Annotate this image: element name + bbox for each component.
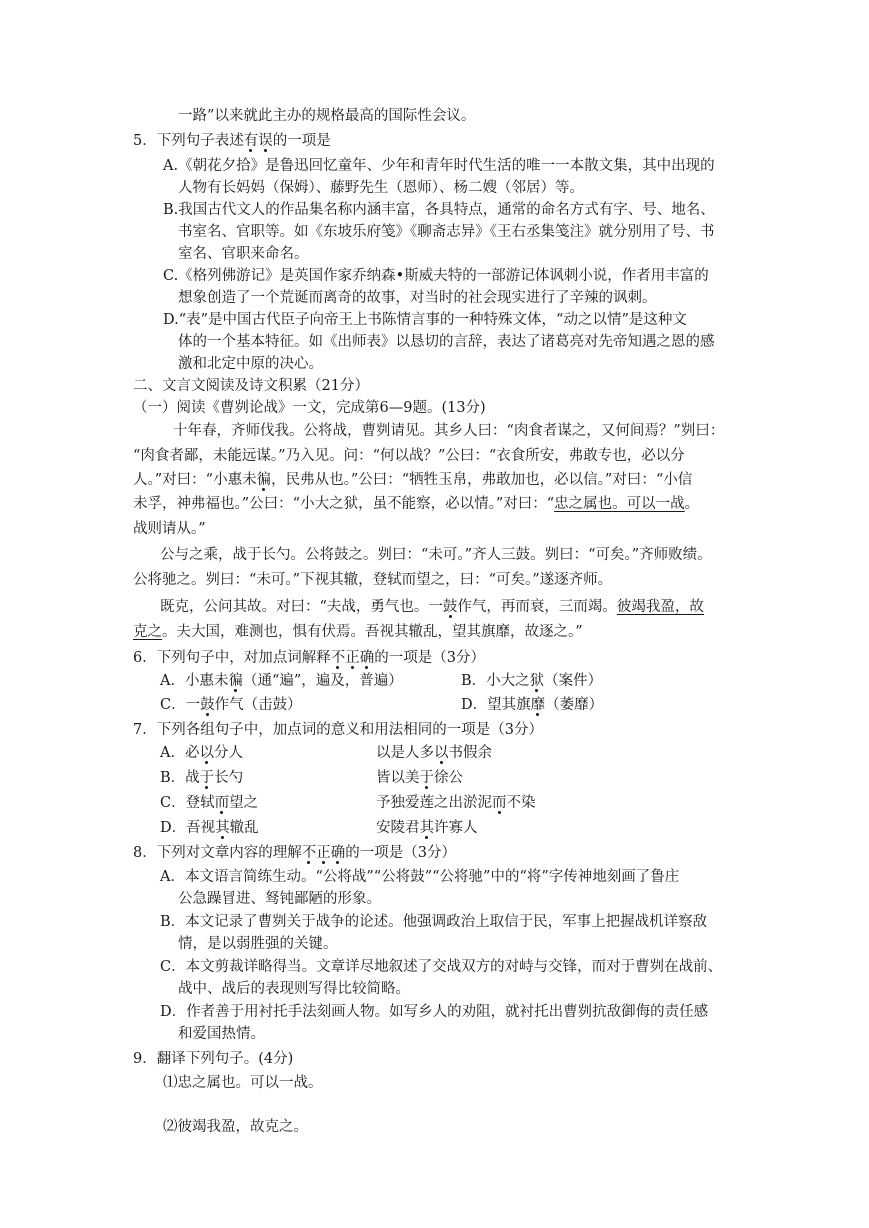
text-segment: 以是人多 [376, 745, 434, 761]
text-segment: 予独爱莲之出淤泥 [376, 795, 492, 811]
text-segment: 未孚，神弗福也。”公曰：“小大之狱，虽不能察，必以情。”对曰：“ [133, 496, 555, 512]
text-segment: 书假余 [448, 745, 492, 761]
text-line [163, 266, 709, 286]
text-line [160, 912, 707, 932]
emphasis-dot-char: 徧 [228, 673, 243, 689]
emphasis-dot-char: 以 [199, 745, 214, 761]
text-line [160, 957, 722, 977]
text-segment: B．本文记录了曹刿关于战争的论述。他强调政治上取信于民，军事上把握战机详察敌 [160, 914, 708, 930]
text-segment: （萎靡） [545, 697, 604, 713]
text-segment: 人物有长妈妈（保姆）、藤野先生（恩师）、杨二嫂（邻居）等。 [178, 180, 584, 196]
text-segment: A.《朝花夕拾》是鲁迅回忆童年、少年和青年时代生活的唯一一本散文集，其中出现的 [163, 158, 715, 174]
text-segment: B．战 [160, 770, 200, 786]
text-segment: D．望其旗 [461, 697, 531, 713]
text-line [133, 720, 543, 740]
text-line [133, 376, 369, 396]
text-line [178, 889, 381, 909]
underlined-text: 忠之属也。可以一战 [554, 496, 685, 512]
text-line [133, 446, 685, 466]
text-segment: 7．下列各组句子中，加点词的意义和用法相同的一项是（3分） [133, 722, 543, 738]
emphasis-dot-char: 不 [330, 650, 346, 666]
text-segment: 作气，再而衰，三而竭。 [457, 599, 617, 615]
text-segment: 6．下列句子中，对加点词解释 [133, 650, 331, 666]
emphasis-dot-char: 不 [301, 845, 317, 861]
text-segment: C.《格列佛游记》是英国作家乔纳森•斯威夫特的一部游记体讽刺小说，作者用丰富的 [163, 268, 709, 284]
text-line [133, 519, 206, 539]
text-line [163, 200, 715, 220]
text-segment: 望之 [229, 795, 259, 811]
text-line [160, 818, 259, 838]
text-segment: 公将驰之。刿曰：“未可。”下视其辙，登轼而望之，曰：“可矣。”遂逐齐师。 [133, 572, 613, 588]
text-line [178, 354, 323, 374]
text-line [133, 622, 583, 642]
emphasis-dot-char: 于 [199, 770, 215, 786]
emphasis-dot-char: 正 [345, 650, 360, 666]
text-segment: 和爱国热情。 [178, 1026, 265, 1042]
text-segment: 。夫大国，难测也，惧有伏焉。吾视其辙乱，望其旗靡，故逐之。” [162, 624, 583, 640]
text-segment: （通“遍”，遍及，普遍） [242, 673, 403, 689]
text-line [133, 494, 699, 514]
text-segment: 作气（击鼓） [214, 697, 302, 713]
text-segment: 8．下列对文章内容的理解 [133, 845, 302, 861]
text-segment: 不染 [506, 795, 536, 811]
text-segment: A．本文语言简练生动。“公将战”“公将鼓”“公将驰”中的“将”字传神地刻画了鲁庄 [160, 869, 680, 885]
text-line [178, 106, 475, 126]
text-line [376, 768, 463, 788]
text-segment: 战中、战后的表现则写得比较简略。 [178, 981, 410, 997]
text-segment: 公急躁冒进、驽钝鄙陋的形象。 [178, 891, 381, 907]
text-segment: A．小惠未 [160, 673, 229, 689]
text-segment: 安陵君 [376, 820, 420, 836]
emphasis-dot-char: 靡 [530, 697, 546, 713]
text-line [160, 867, 679, 887]
text-line [133, 843, 456, 863]
text-line [160, 695, 302, 715]
text-segment: “肉食者鄙，未能远谋。”乃入见。问：“何以战？”公曰：“衣食所安，弗敢专也，必以分 [133, 448, 685, 464]
text-segment: 的一项是（3分） [345, 845, 456, 861]
text-line [160, 768, 243, 788]
text-line [376, 743, 492, 763]
text-segment: 二、文言文阅读及诗文积累（21分） [133, 378, 369, 394]
underlined-text: 彼竭我盈，故 [616, 599, 704, 615]
text-segment: C．登轼 [160, 795, 215, 811]
text-line [178, 222, 715, 242]
text-segment: 体的一个基本特征。如《出师表》以恳切的言辞，表达了诸葛亮对先帝知遇之恩的感 [178, 334, 715, 350]
text-line [160, 743, 243, 763]
text-segment: 既克，公问其故。对曰：“夫战，勇气也。一 [160, 599, 443, 615]
text-line [461, 671, 602, 691]
text-line [133, 398, 486, 418]
text-segment: 皆以美 [376, 770, 420, 786]
text-segment: 激和北定中原的决心。 [178, 356, 323, 372]
emphasis-dot-char: 确 [359, 650, 375, 666]
emphasis-dot-char: 鼓 [200, 697, 215, 713]
text-segment: D．作者善于用衬托手法刻画人物。如写乡人的劝阻，就衬托出曹刿抗敌御侮的责任感 [160, 1004, 709, 1020]
emphasis-dot-char: 其 [419, 820, 434, 836]
text-segment: 的一项是 [272, 133, 331, 149]
text-segment: 。 [684, 496, 700, 512]
text-segment: 一路”以来就此主办的规格最高的国际性会议。 [178, 108, 476, 124]
text-line [160, 1002, 708, 1022]
emphasis-dot-char: 确 [330, 845, 346, 861]
text-segment: 想象创造了一个荒诞而离奇的故事，对当时的社会现实进行了辛辣的讽刺。 [178, 290, 657, 306]
text-line [160, 793, 258, 813]
text-segment: C．本文剪裁详略得当。文章详尽地叙述了交战双方的对峙与交锋，而对于曹刿在战前、 [160, 959, 723, 975]
text-segment: D．吾视 [160, 820, 216, 836]
text-line [178, 934, 338, 954]
text-line [173, 421, 724, 441]
text-line [133, 648, 485, 668]
text-segment: （案件） [544, 673, 603, 689]
text-segment: 许寡人 [434, 820, 478, 836]
text-line [160, 545, 712, 565]
text-segment: 公与之乘，战于长勺。公将鼓之。刿曰：“未可。”齐人三鼓。刿曰：“可矣。”齐师败绩。 [160, 547, 712, 563]
text-segment: B．小大之 [461, 673, 530, 689]
text-segment: 十年春，齐师伐我。公将战，曹刿请见。其乡人曰：“肉食者谋之，又何间焉？”刿曰： [173, 423, 725, 439]
text-segment: 辙乱 [229, 820, 259, 836]
text-line [160, 671, 403, 691]
text-line [178, 288, 657, 308]
text-line [163, 1117, 308, 1137]
text-line [178, 1024, 265, 1044]
text-segment: 战则请从。” [133, 521, 206, 537]
underlined-text: 克之 [133, 624, 162, 640]
text-line [178, 979, 410, 999]
emphasis-dot-char: 误 [258, 133, 273, 149]
text-segment: 徐公 [434, 770, 463, 786]
emphasis-dot-char: 而 [214, 795, 230, 811]
text-line [376, 818, 478, 838]
text-segment: 人。”对曰：“小惠未 [133, 472, 257, 488]
text-segment: ⑵彼竭我盈，故克之。 [163, 1119, 308, 1135]
text-line [461, 695, 603, 715]
text-line [178, 244, 309, 264]
text-segment: ⑴忠之属也。可以一战。 [163, 1075, 323, 1091]
text-line [163, 310, 687, 330]
text-line [376, 793, 536, 813]
emphasis-dot-char: 于 [419, 770, 434, 786]
text-segment: A．必 [160, 745, 200, 761]
text-line [133, 1049, 293, 1069]
text-line [178, 332, 715, 352]
text-line [133, 570, 612, 590]
text-segment: 书室名、官职等。如《东坡乐府笺》《聊斋志异》《王右丞集笺注》就分别用了号、书 [178, 224, 715, 240]
emphasis-dot-char: 鼓 [442, 599, 458, 615]
text-line [178, 178, 584, 198]
emphasis-dot-char: 狱 [529, 673, 545, 689]
text-segment: ，民弗从也。”公曰：“牺牲玉帛，弗敢加也，必以信。”对曰：“小信 [271, 472, 693, 488]
text-segment: B.我国古代文人的作品集名称内涵丰富，各具特点，通常的命名方式有字、号、地名、 [163, 202, 715, 218]
emphasis-dot-char: 正 [316, 845, 331, 861]
text-line [163, 156, 715, 176]
emphasis-dot-char: 徧 [256, 472, 272, 488]
emphasis-dot-char: 以 [434, 745, 449, 761]
text-segment: 分人 [213, 745, 243, 761]
text-line [133, 131, 331, 151]
emphasis-dot-char: 其 [215, 820, 230, 836]
text-line [163, 1073, 323, 1093]
text-segment: 9．翻译下列句子。(4分) [133, 1051, 294, 1067]
text-segment: （一）阅读《曹刿论战》一文，完成第6—9题。(13分) [133, 400, 486, 416]
text-segment: 的一项是（3分） [374, 650, 485, 666]
text-line [160, 597, 704, 617]
text-segment: C．一 [160, 697, 201, 713]
text-segment: D.“表”是中国古代臣子向帝王上书陈情言事的一种特殊文体，“动之以情”是这种文 [163, 312, 687, 328]
text-line [133, 470, 692, 490]
emphasis-dot-char: 有 [243, 133, 259, 149]
text-segment: 室名、官职来命名。 [178, 246, 309, 262]
emphasis-dot-char: 而 [492, 795, 507, 811]
text-segment: 情，是以弱胜强的关键。 [178, 936, 338, 952]
text-segment: 5．下列句子表述 [133, 133, 244, 149]
text-segment: 长勺 [214, 770, 244, 786]
